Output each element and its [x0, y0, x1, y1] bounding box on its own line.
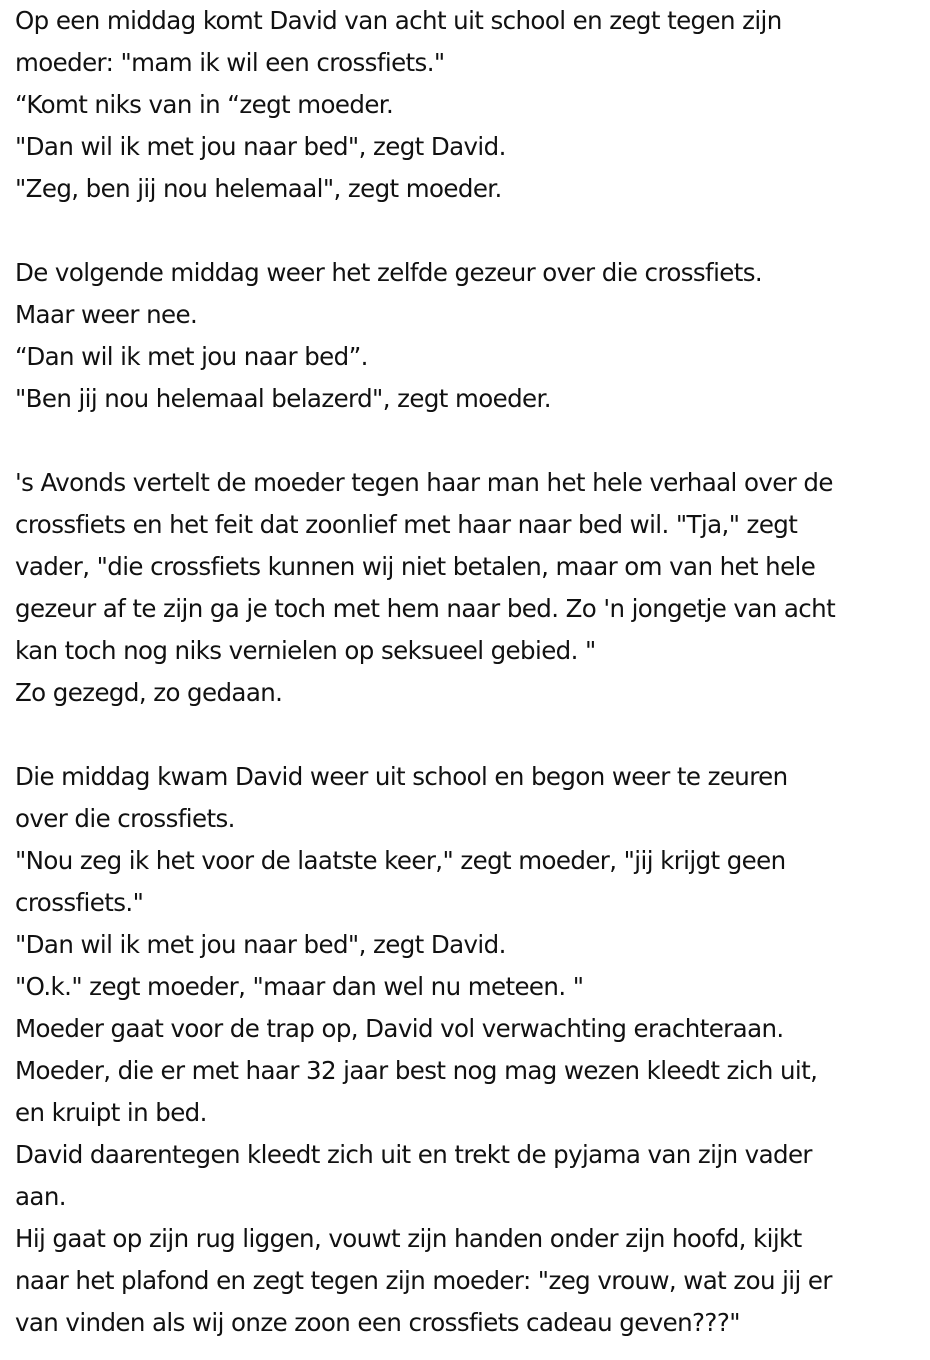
- text-line: "Nou zeg ik het voor de laatste keer," zegt moeder, "jij krijgt geen: [15, 846, 786, 875]
- paragraph-1: [15, 0, 927, 210]
- text-line: Op een middag komt David van acht uit school en zegt tegen zijn: [15, 6, 782, 35]
- text-line: aan.: [15, 1182, 66, 1211]
- text-line: en kruipt in bed.: [15, 1098, 207, 1127]
- text-line: "Zeg, ben jij nou helemaal", zegt moeder.: [15, 174, 502, 203]
- text-line: "Dan wil ik met jou naar bed", zegt David.: [15, 930, 506, 959]
- text-line: Die middag kwam David weer uit school en begon weer te zeuren: [15, 762, 788, 791]
- text-line: "Dan wil ik met jou naar bed", zegt David.: [15, 132, 506, 161]
- text-line: "Ben jij nou helemaal belazerd", zegt moeder.: [15, 384, 551, 413]
- text-line: van vinden als wij onze zoon een crossfiets cadeau geven???": [15, 1308, 740, 1337]
- text-line: crossfiets en het feit dat zoonlief met haar naar bed wil. "Tja," zegt: [15, 510, 798, 539]
- text-line: "O.k." zegt moeder, "maar dan wel nu meteen. ": [15, 972, 584, 1001]
- text-line: 's Avonds vertelt de moeder tegen haar man het hele verhaal over de: [15, 468, 833, 497]
- text-line: “Dan wil ik met jou naar bed”.: [15, 342, 368, 371]
- text-line: gezeur af te zijn ga je toch met hem naar bed. Zo 'n jongetje van acht: [15, 594, 836, 623]
- paragraph-4: [15, 756, 927, 1344]
- text-line: De volgende middag weer het zelfde gezeur over die crossfiets.: [15, 258, 763, 287]
- text-line: vader, "die crossfiets kunnen wij niet betalen, maar om van het hele: [15, 552, 816, 581]
- text-line: Maar weer nee.: [15, 300, 198, 329]
- text-line: David daarentegen kleedt zich uit en trekt de pyjama van zijn vader: [15, 1140, 812, 1169]
- text-line: over die crossfiets.: [15, 804, 235, 833]
- text-line: Hij gaat op zijn rug liggen, vouwt zijn handen onder zijn hoofd, kijkt: [15, 1224, 802, 1253]
- text-line: naar het plafond en zegt tegen zijn moeder: "zeg vrouw, wat zou jij er: [15, 1266, 832, 1295]
- text-line: Moeder gaat voor de trap op, David vol verwachting erachteraan.: [15, 1014, 784, 1043]
- paragraph-2: [15, 252, 927, 420]
- paragraph-3: [15, 462, 927, 714]
- text-line: moeder: "mam ik wil een crossfiets.": [15, 48, 445, 77]
- text-line: Zo gezegd, zo gedaan.: [15, 678, 283, 707]
- text-line: crossfiets.": [15, 888, 144, 917]
- text-line: “Komt niks van in “zegt moeder.: [15, 90, 394, 119]
- text-line: Moeder, die er met haar 32 jaar best nog mag wezen kleedt zich uit,: [15, 1056, 818, 1085]
- text-line: kan toch nog niks vernielen op seksueel gebied. ": [15, 636, 596, 665]
- story-text: [15, 0, 927, 1344]
